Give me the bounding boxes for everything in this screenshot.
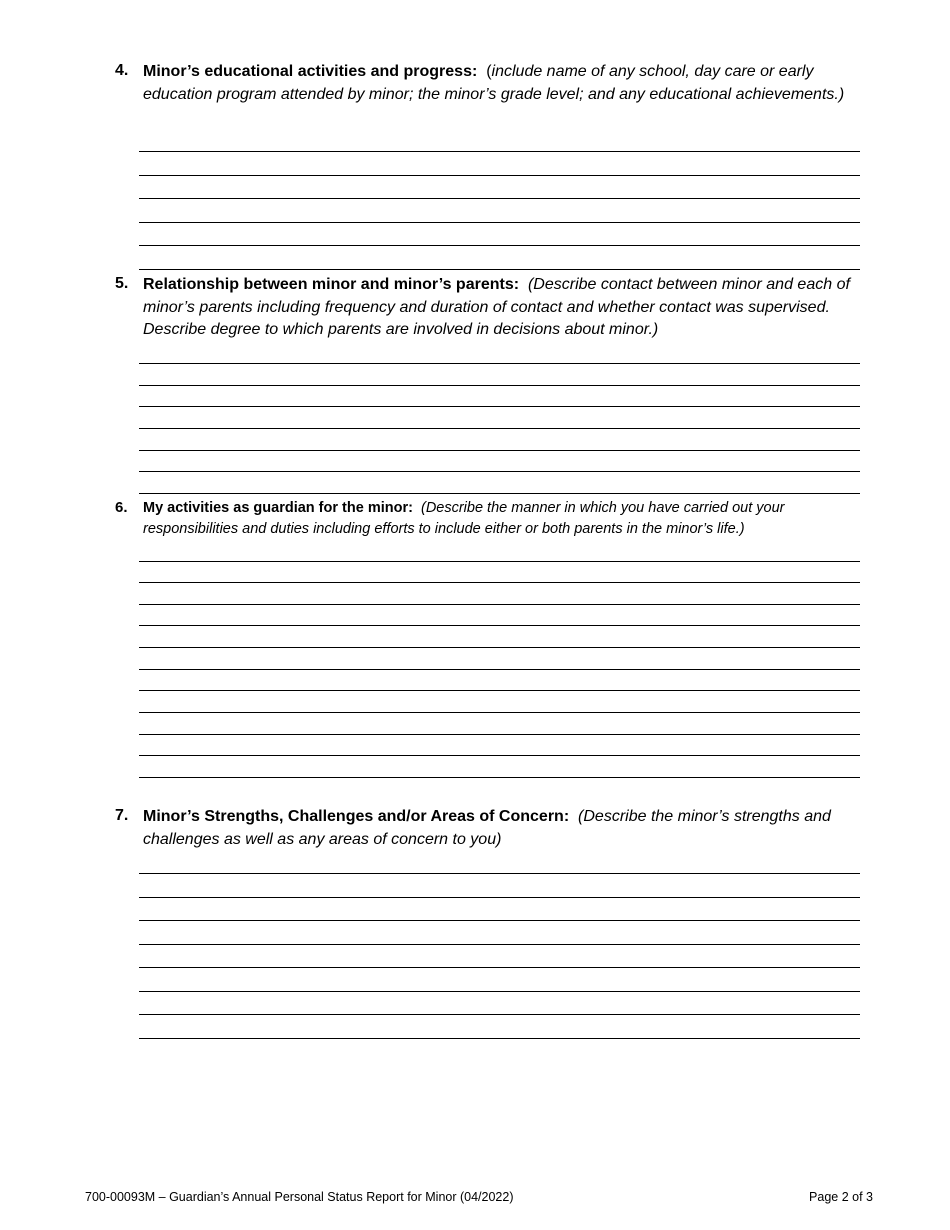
- answer-line[interactable]: [139, 1038, 860, 1039]
- answer-line[interactable]: [139, 734, 860, 735]
- answer-line[interactable]: [139, 669, 860, 670]
- answer-line[interactable]: [139, 1014, 860, 1015]
- question-label: My activities as guardian for the minor:: [143, 500, 413, 516]
- question-description: include name of any school, day care or early education program attended by minor; the minor’s grade level; and any educational achievements.): [143, 63, 845, 103]
- question-number: 7.: [115, 807, 129, 824]
- answer-line[interactable]: [139, 920, 860, 921]
- open-paren: (: [486, 63, 492, 80]
- answer-line[interactable]: [139, 991, 860, 992]
- question-label: Minor’s Strengths, Challenges and/or Areas of Concern:: [143, 808, 570, 825]
- answer-line[interactable]: [139, 561, 860, 562]
- answer-line[interactable]: [139, 245, 860, 246]
- question-label: Relationship between minor and minor’s parents:: [143, 276, 520, 293]
- answer-line[interactable]: [139, 944, 860, 945]
- answer-line[interactable]: [139, 363, 860, 364]
- answer-line[interactable]: [139, 198, 860, 199]
- question-number: 6.: [115, 499, 128, 516]
- question-number: 4.: [115, 62, 129, 79]
- answer-line[interactable]: [139, 582, 860, 583]
- answer-line[interactable]: [139, 604, 860, 605]
- answer-line[interactable]: [139, 647, 860, 648]
- answer-line[interactable]: [139, 777, 860, 778]
- question-label: Minor’s educational activities and progress:: [143, 63, 478, 80]
- answer-line[interactable]: [139, 755, 860, 756]
- question-text: [143, 498, 858, 540]
- answer-line[interactable]: [139, 690, 860, 691]
- answer-line[interactable]: [139, 428, 860, 429]
- answer-line[interactable]: [139, 385, 860, 386]
- answer-line[interactable]: [139, 222, 860, 223]
- answer-line[interactable]: [139, 712, 860, 713]
- answer-line[interactable]: [139, 967, 860, 968]
- footer-page-number: Page 2 of 3: [809, 1190, 873, 1204]
- question-number: 5.: [115, 275, 129, 292]
- question-text: [143, 806, 858, 851]
- answer-line[interactable]: [139, 471, 860, 472]
- footer-form-title: 700-00093M – Guardian’s Annual Personal Status Report for Minor (04/2022): [85, 1190, 514, 1204]
- answer-line[interactable]: [139, 873, 860, 874]
- answer-line[interactable]: [139, 406, 860, 407]
- answer-line[interactable]: [139, 625, 860, 626]
- question-text: [143, 61, 858, 106]
- answer-line[interactable]: [139, 493, 860, 494]
- answer-line[interactable]: [139, 269, 860, 270]
- question-description: (Describe the manner in which you have carried out your responsibilities and duties including efforts to include either or both parents in the minor’s life.): [143, 500, 785, 537]
- answer-line[interactable]: [139, 151, 860, 152]
- question-description: (Describe contact between minor and each of minor’s parents including frequency and duration of contact and whether contact was supervised. Describe degree to which parents are involved in decisions about minor.): [143, 276, 850, 338]
- question-text: [143, 274, 858, 342]
- answer-line[interactable]: [139, 175, 860, 176]
- question-description: (Describe the minor’s strengths and challenges as well as any areas of concern to you): [143, 808, 831, 848]
- answer-line[interactable]: [139, 450, 860, 451]
- answer-line[interactable]: [139, 897, 860, 898]
